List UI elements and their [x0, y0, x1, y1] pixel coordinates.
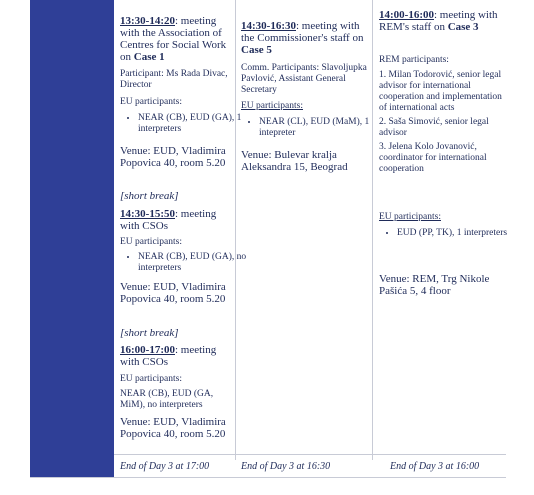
left-blue-column: [30, 0, 114, 478]
list-item: 2. Saša Simović, senior legal advisor: [379, 117, 489, 138]
rem-eu-list: [379, 228, 521, 239]
rem-venue: Venue: REM, Trg Nikole Pašića 5, 4 floor: [379, 273, 490, 297]
commissioner-venue: Venue: Bulevar kralja Aleksandra 15, Beograd: [241, 149, 348, 173]
footer-end-col2: End of Day 3 at 16:30: [241, 461, 331, 472]
meeting-rem: 14:00-16:00: meeting with REM's staff on Case 3: [379, 9, 498, 33]
short-break-1: [short break]: [120, 190, 179, 202]
commissioner-participants: Comm. Participants: Slavoljupka Pavlović, Assistant General Secretary: [241, 63, 367, 95]
meeting-3-eu-text: NEAR (CB), EUD (GA, MiM), no interpreters: [120, 389, 214, 410]
rem-eu-label: EU participants:: [379, 212, 441, 222]
meeting-2: 14:30-15:50: meeting with CSOs: [120, 208, 217, 232]
meeting-1: [120, 15, 230, 63]
rem-participants-list: [379, 70, 503, 175]
meeting-commissioner: 14:30-16:30: meeting with the Commissioner's staff on Case 5: [241, 20, 364, 56]
meeting-1-case: Case 1: [133, 51, 165, 63]
meeting-1-eu-list: [120, 113, 248, 135]
commissioner-eu-label: EU participants:: [241, 101, 303, 111]
meeting-2-venue: Venue: EUD, Vladimira Popovica 40, room 5.20: [120, 281, 226, 305]
meeting-3-eu-label: EU participants:: [120, 374, 182, 384]
column-divider-1: [235, 0, 236, 460]
meeting-2-eu-list: [120, 252, 248, 274]
table-bottom-border: [30, 477, 506, 478]
meeting-1-venue: Venue: EUD, Vladimira Popovica 40, room 5.20: [120, 145, 226, 169]
meeting-3: 16:00-17:00: meeting with CSOs: [120, 344, 217, 368]
list-item: • EUD (PP, TK), 1 interpreters: [397, 228, 521, 239]
meeting-3-venue: Venue: EUD, Vladimira Popovica 40, room 5.20: [120, 416, 226, 440]
meeting-1-text: : meeting with the Association of Centres for Social Work on: [120, 15, 227, 63]
footer-end-col1: End of Day 3 at 17:00: [120, 461, 210, 472]
list-item: • NEAR (CB), EUD (GA), 1 interpreters: [138, 113, 248, 135]
column-divider-2: [372, 0, 373, 460]
list-item: • NEAR (CB), EUD (GA), no interpreters: [138, 252, 248, 274]
list-item: 1. Milan Todorović, senior legal advisor for international cooperation and implementation of international acts: [379, 70, 502, 113]
meeting-1-eu-label: EU participants:: [120, 97, 182, 107]
meeting-2-eu-label: EU participants:: [120, 237, 182, 247]
list-item: 3. Jelena Kolo Jovanović, coordinator for international cooperation: [379, 142, 487, 174]
short-break-2: [short break]: [120, 327, 179, 339]
meeting-1-time: 13:30-14:20: [120, 15, 175, 27]
commissioner-eu-list: [241, 117, 387, 139]
footer-divider: [114, 454, 506, 455]
rem-participants-label: REM participants:: [379, 55, 449, 65]
meeting-1-participant: Participant: Ms Rada Divac, Director: [120, 69, 228, 90]
list-item: • NEAR (CL), EUD (MaM), 1 intepreter: [259, 117, 387, 139]
footer-end-col3: End of Day 3 at 16:00: [390, 461, 480, 472]
